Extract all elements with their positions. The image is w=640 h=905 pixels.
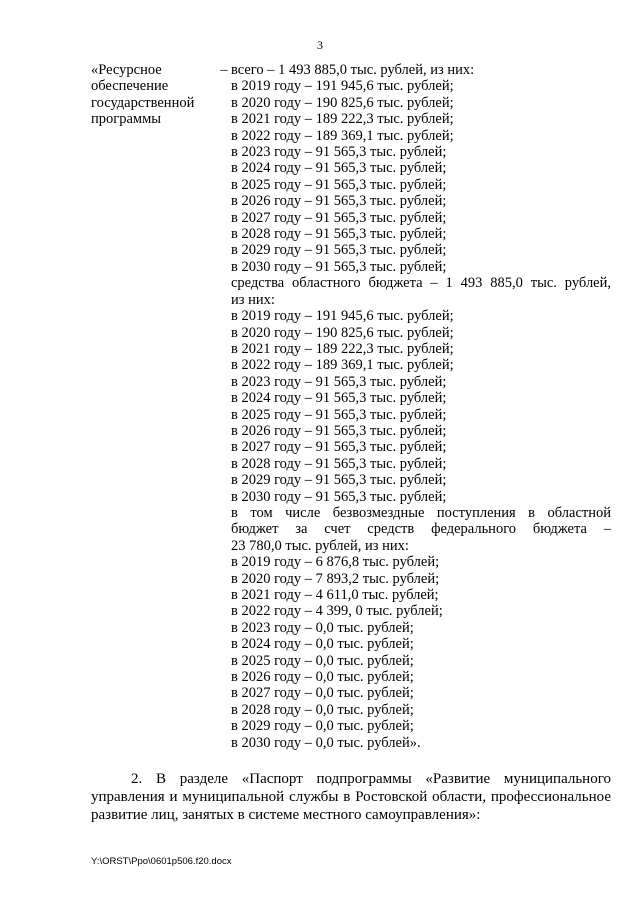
year-amount-line: в 2030 году – 91 565,3 тыс. рублей; [231, 258, 447, 275]
year-amount-line: в 2022 году – 189 369,1 тыс. рублей; [231, 127, 454, 144]
year-amount-line: в 2028 году – 91 565,3 тыс. рублей; [231, 455, 447, 472]
year-amount-line: в 2030 году – 0,0 тыс. рублей». [231, 734, 421, 751]
year-amount-line: в 2021 году – 4 611,0 тыс. рублей; [231, 587, 439, 603]
year-amount-line: в 2026 году – 91 565,3 тыс. рублей; [231, 193, 447, 210]
paragraph-line: развитие лиц, занятых в системе местного самоуправления»: [91, 807, 481, 823]
year-amount-line: в 2020 году – 190 825,6 тыс. рублей; [231, 324, 454, 341]
label-dash: – [220, 62, 228, 78]
regional-budget-line: средства областного бюджета – 1 493 885,0 тыс. рублей, [231, 275, 611, 292]
year-amount-line: в 2029 году – 91 565,3 тыс. рублей; [231, 472, 447, 489]
resource-label-line: обеспечение [91, 78, 169, 95]
year-amount-line: в 2019 году – 191 945,6 тыс. рублей; [231, 308, 454, 325]
federal-years-list [231, 554, 611, 751]
federal-budget-line: 23 780,0 тыс. рублей, из них: [231, 537, 409, 554]
year-amount-line: в 2027 году – 0,0 тыс. рублей; [231, 685, 414, 702]
year-amount-line: в 2021 году – 189 222,3 тыс. рублей; [231, 340, 454, 357]
resource-label-line: программы [91, 111, 161, 128]
year-amount-line: в 2025 году – 91 565,3 тыс. рублей; [231, 406, 447, 423]
year-amount-line: в 2020 году – 7 893,2 тыс. рублей; [231, 570, 440, 587]
year-amount-line: в 2026 году – 0,0 тыс. рублей; [231, 669, 414, 686]
year-amount-line: в 2030 году – 91 565,3 тыс. рублей; [231, 488, 447, 505]
year-amount-line: в 2028 году – 0,0 тыс. рублей; [231, 701, 414, 718]
year-amount-line: в 2024 году – 91 565,3 тыс. рублей; [231, 390, 447, 407]
footer-file-path: Y:\ORST\Ppo\0601p506.f20.docx [91, 856, 232, 867]
federal-budget-line: в том числе безвозмездные поступления в областной [231, 504, 611, 521]
regional-years-list [231, 308, 611, 505]
year-amount-line: в 2025 году – 91 565,3 тыс. рублей; [231, 176, 447, 193]
total-line: всего – 1 493 885,0 тыс. рублей, из них: [231, 62, 475, 78]
resource-provision-block [91, 62, 611, 751]
year-amount-line: в 2020 году – 190 825,6 тыс. рублей; [231, 94, 454, 111]
year-amount-line: в 2028 году – 91 565,3 тыс. рублей; [231, 226, 447, 243]
year-amount-line: в 2026 году – 91 565,3 тыс. рублей; [231, 422, 447, 439]
federal-budget-line: бюджет за счет средств федерального бюджета – [231, 521, 611, 538]
year-amount-line: в 2022 году – 189 369,1 тыс. рублей; [231, 357, 454, 374]
year-amount-line: в 2025 году – 0,0 тыс. рублей; [231, 652, 414, 669]
resource-values-column [231, 62, 611, 751]
page-number: 3 [317, 38, 323, 52]
year-amount-line: в 2029 году – 91 565,3 тыс. рублей; [231, 242, 447, 259]
section-item-paragraph [91, 770, 611, 824]
paragraph-line: 2. В разделе «Паспорт подпрограммы «Развитие муниципального [131, 771, 611, 787]
total-years-list [231, 78, 611, 275]
resource-label-column [91, 62, 231, 751]
year-amount-line: в 2023 году – 91 565,3 тыс. рублей; [231, 144, 447, 161]
year-amount-line: в 2024 году – 0,0 тыс. рублей; [231, 636, 414, 653]
year-amount-line: в 2027 году – 91 565,3 тыс. рублей; [231, 209, 447, 226]
resource-label [91, 62, 211, 751]
year-amount-line: в 2024 году – 91 565,3 тыс. рублей; [231, 160, 447, 177]
year-amount-line: в 2022 году – 4 399, 0 тыс. рублей; [231, 603, 443, 620]
paragraph-line: управления и муниципальной службы в Ростовской области, профессиональное [91, 789, 611, 805]
year-amount-line: в 2021 году – 189 222,3 тыс. рублей; [231, 111, 454, 128]
year-amount-line: в 2023 году – 0,0 тыс. рублей; [231, 619, 414, 636]
year-amount-line: в 2019 году – 191 945,6 тыс. рублей; [231, 78, 454, 95]
regional-budget-line: из них: [231, 291, 275, 308]
resource-label-line: государственной [91, 94, 195, 111]
resource-label-line: «Ресурсное [91, 62, 162, 78]
year-amount-line: в 2023 году – 91 565,3 тыс. рублей; [231, 373, 447, 390]
year-amount-line: в 2019 году – 6 876,8 тыс. рублей; [231, 554, 440, 571]
year-amount-line: в 2029 году – 0,0 тыс. рублей; [231, 718, 414, 735]
year-amount-line: в 2027 году – 91 565,3 тыс. рублей; [231, 439, 447, 456]
